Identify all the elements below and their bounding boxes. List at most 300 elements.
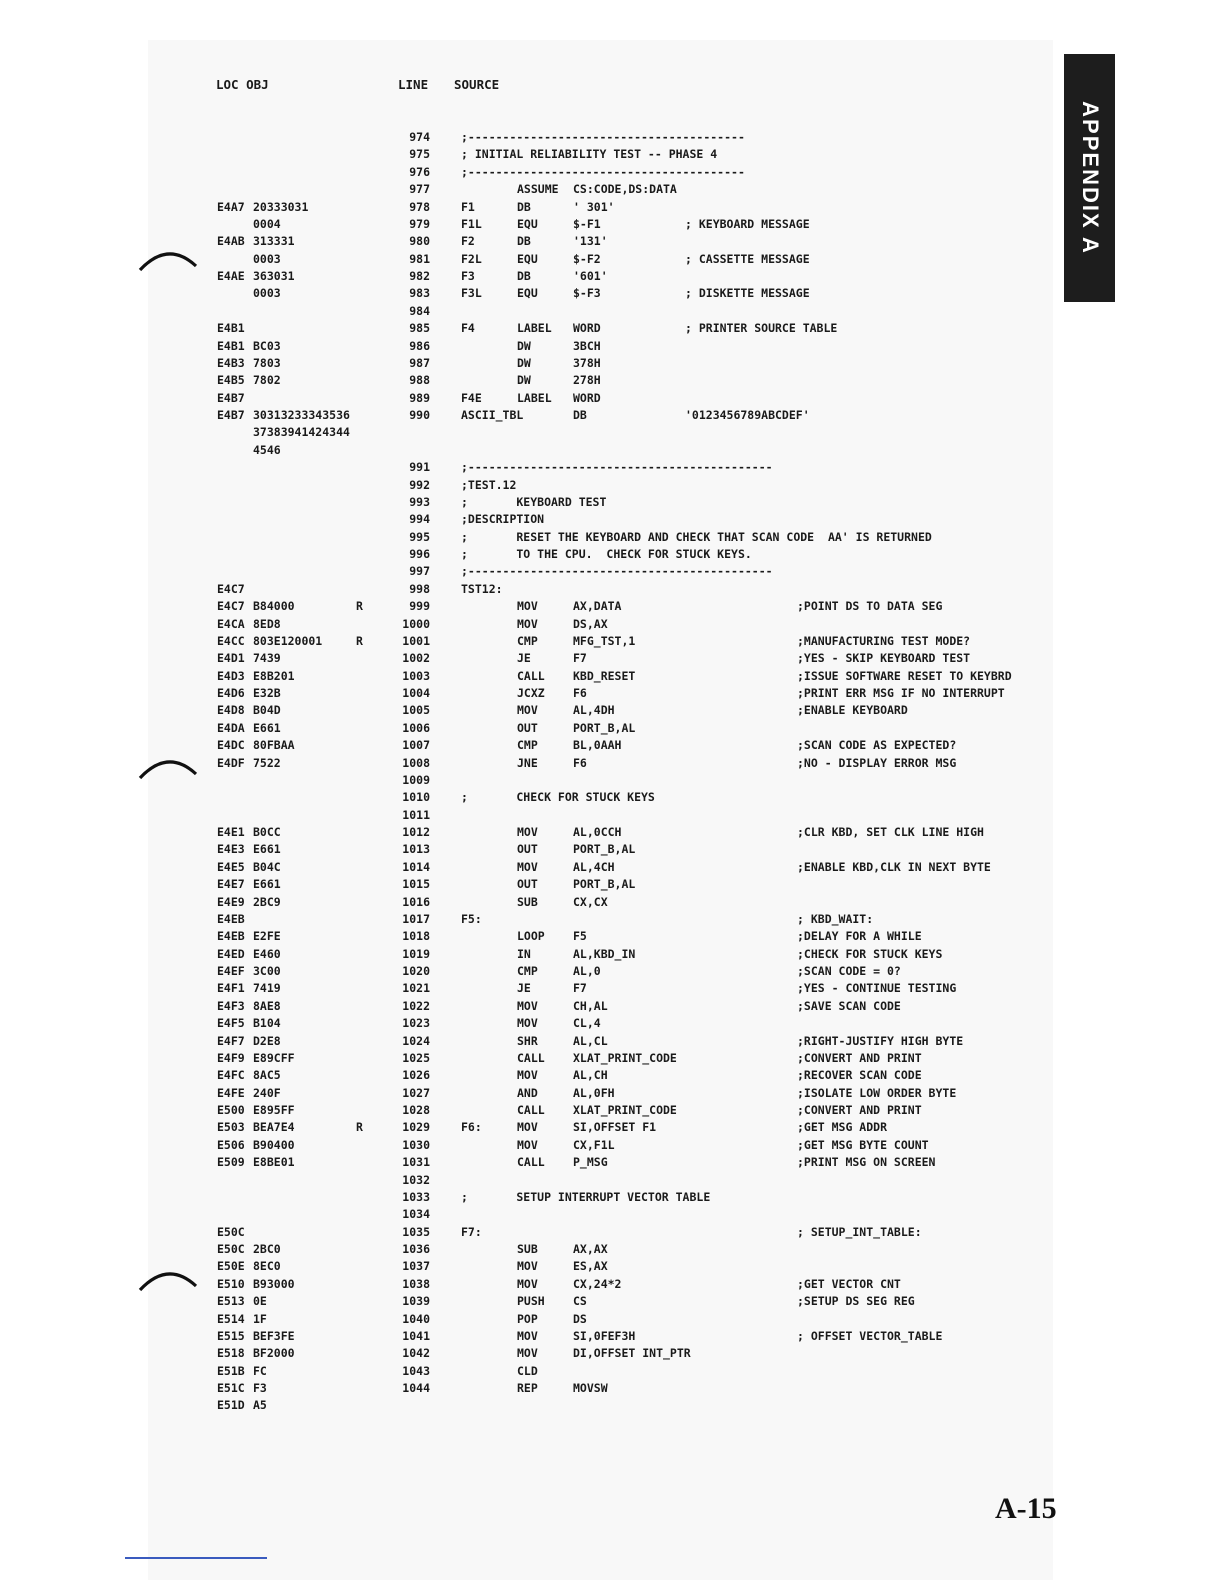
mnemonic: EQU	[517, 286, 538, 301]
mnemonic: MOV	[517, 998, 538, 1013]
mnemonic: JNE	[517, 755, 538, 770]
loc-value: E513	[217, 1294, 245, 1309]
object-code: E460	[253, 946, 281, 961]
mnemonic: DB	[517, 199, 531, 214]
loc-value: E4CC	[217, 633, 245, 648]
right-comment: ; SETUP_INT_TABLE:	[797, 1224, 922, 1239]
right-comment: ;ENABLE KBD,CLK IN NEXT BYTE	[797, 859, 991, 874]
source-comment: ; TO THE CPU. CHECK FOR STUCK KEYS.	[461, 547, 752, 561]
loc-value: E515	[217, 1328, 245, 1343]
mnemonic: MOV	[517, 1120, 538, 1135]
loc-value: E4F3	[217, 998, 245, 1013]
object-code: B04D	[253, 703, 281, 718]
listing-row	[0, 911, 1224, 928]
listing-row	[0, 1085, 1224, 1102]
listing-row	[0, 1119, 1224, 1136]
listing-row	[0, 1311, 1224, 1328]
loc-value: E4B7	[217, 408, 245, 422]
listing-row	[0, 859, 1224, 876]
object-code: 20333031	[253, 199, 309, 214]
operand: AX,AX	[573, 1242, 608, 1256]
object-code: B04C	[253, 859, 281, 874]
loc-value: E4D1	[217, 651, 245, 666]
line-number: 995	[409, 529, 430, 544]
operand: 278H	[573, 373, 601, 388]
loc-value: E514	[217, 1311, 245, 1326]
operand: F6	[573, 686, 587, 700]
line-number: 978	[409, 199, 430, 214]
object-code: 313331	[253, 234, 295, 249]
object-code: 0E	[253, 1294, 267, 1309]
object-code: 240F	[253, 1085, 281, 1100]
right-comment: ;MANUFACTURING TEST MODE?	[797, 633, 971, 648]
operand: KBD_RESET	[573, 668, 636, 683]
source-comment: ;----------------------------------------	[461, 164, 745, 179]
source-comment: ;--------------------------------------------	[461, 564, 773, 579]
line-number: 1032	[402, 1172, 430, 1187]
operand: 378H	[573, 355, 601, 370]
operand: XLAT_PRINT_CODE	[573, 1050, 677, 1065]
operand: PORT_B,AL	[573, 877, 636, 892]
right-comment: ; OFFSET VECTOR_TABLE	[797, 1328, 943, 1343]
listing-row	[0, 355, 1224, 372]
listing-row	[0, 129, 1224, 146]
listing-row	[0, 702, 1224, 719]
operand: WORD	[573, 390, 601, 405]
loc-value: E50C	[217, 1224, 245, 1239]
inline-comment: '0123456789ABCDEF'	[685, 408, 810, 422]
line-number: 980	[409, 234, 430, 249]
right-comment: ;GET MSG BYTE COUNT	[797, 1137, 929, 1152]
source-label: TST12:	[461, 581, 503, 596]
line-number: 1037	[402, 1259, 430, 1274]
operand: '131'	[573, 234, 608, 249]
loc-value: E4B3	[217, 355, 245, 370]
line-number: 976	[409, 164, 430, 179]
mnemonic: CALL	[517, 668, 545, 683]
line-number: 1031	[402, 1155, 430, 1170]
column-header-loc-obj: LOC OBJ	[216, 77, 269, 92]
operand: CH,AL	[573, 998, 608, 1013]
operand: AL,KBD_IN	[573, 946, 636, 961]
listing-row	[0, 546, 1224, 563]
object-code: 80FBAA	[253, 738, 295, 753]
loc-value: E506	[217, 1137, 245, 1152]
object-code: 30313233343536	[253, 408, 350, 422]
loc-value: E4A7	[217, 199, 245, 214]
object-code: 7803	[253, 355, 281, 370]
object-code: E661	[253, 877, 281, 892]
mnemonic: ASSUME	[517, 182, 559, 197]
object-code: F3	[253, 1381, 267, 1395]
object-code: 7522	[253, 755, 281, 770]
source-comment: ;TEST.12	[461, 477, 517, 492]
operand: MOVSW	[573, 1381, 608, 1395]
loc-value: E503	[217, 1120, 245, 1135]
object-code: B0CC	[253, 825, 281, 839]
listing-row	[0, 998, 1224, 1015]
source-label: ASCII_TBL	[461, 408, 524, 422]
loc-value: E4CA	[217, 616, 245, 631]
right-comment: ;GET MSG ADDR	[797, 1120, 888, 1135]
line-number: 998	[409, 581, 430, 596]
listing-row	[0, 946, 1224, 963]
object-code: B90400	[253, 1137, 295, 1152]
right-comment: ;SCAN CODE AS EXPECTED?	[797, 738, 957, 753]
loc-value: E4DA	[217, 720, 245, 735]
object-code: B84000	[253, 599, 295, 614]
loc-value: E4D6	[217, 686, 245, 700]
operand: F5	[573, 929, 587, 944]
line-number: 986	[409, 338, 430, 353]
listing-row	[0, 650, 1224, 667]
object-code: 7802	[253, 373, 281, 388]
source-comment: ; SETUP INTERRUPT VECTOR TABLE	[461, 1189, 711, 1204]
line-number: 1040	[402, 1311, 430, 1326]
listing-row	[0, 824, 1224, 841]
loc-value: E4B7	[217, 390, 245, 405]
line-number: 1004	[402, 686, 430, 700]
loc-value: E51D	[217, 1398, 245, 1413]
line-number: 1029	[402, 1120, 430, 1135]
line-number: 979	[409, 216, 430, 231]
loc-value: E4F1	[217, 981, 245, 996]
listing-row	[0, 1241, 1224, 1258]
mnemonic: MOV	[517, 1259, 538, 1274]
loc-value: E50C	[217, 1242, 245, 1256]
right-comment: ;SAVE SCAN CODE	[797, 998, 901, 1013]
line-number: 1035	[402, 1224, 430, 1239]
loc-value: E4B5	[217, 373, 245, 388]
loc-value: E4FE	[217, 1085, 245, 1100]
listing-row	[0, 1137, 1224, 1154]
operand: F6	[573, 755, 587, 770]
listing-row	[0, 320, 1224, 337]
loc-value: E4F7	[217, 1033, 245, 1048]
line-number: 1016	[402, 894, 430, 909]
relocation-flag: R	[356, 633, 363, 648]
source-comment: ;--------------------------------------------	[461, 460, 773, 475]
object-code: E661	[253, 842, 281, 857]
loc-value: E4AE	[217, 269, 245, 283]
loc-value: E4E5	[217, 859, 245, 874]
source-comment: ; INITIAL RELIABILITY TEST -- PHASE 4	[461, 147, 718, 162]
operand: $-F3	[573, 286, 601, 301]
loc-value: E4EB	[217, 929, 245, 944]
listing-row	[0, 285, 1224, 302]
listing-row	[0, 616, 1224, 633]
line-number: 989	[409, 390, 430, 405]
line-number: 984	[409, 303, 430, 318]
line-number: 1008	[402, 755, 430, 770]
listing-row	[0, 685, 1224, 702]
listing-row	[0, 1033, 1224, 1050]
mnemonic: MOV	[517, 1068, 538, 1083]
operand: DS	[573, 1311, 587, 1326]
listing-row	[0, 841, 1224, 858]
line-number: 1039	[402, 1294, 430, 1309]
listing-row	[0, 1380, 1224, 1397]
source-comment: ; RESET THE KEYBOARD AND CHECK THAT SCAN CODE AA' IS RETURNED	[461, 529, 932, 544]
loc-value: E4AB	[217, 234, 245, 249]
line-number: 1024	[402, 1033, 430, 1048]
listing-row	[0, 1189, 1224, 1206]
mnemonic: CALL	[517, 1103, 545, 1117]
loc-value: E4D8	[217, 703, 245, 718]
listing-row	[0, 442, 1224, 459]
mnemonic: IN	[517, 946, 531, 961]
line-number: 1044	[402, 1381, 430, 1395]
line-number: 1034	[402, 1207, 430, 1222]
inline-comment: ; DISKETTE MESSAGE	[685, 286, 810, 301]
line-number: 1011	[402, 807, 430, 822]
listing-row	[0, 894, 1224, 911]
loc-value: E4F5	[217, 1016, 245, 1031]
binding-hole-mark	[138, 1264, 200, 1294]
listing-row	[0, 1293, 1224, 1310]
right-comment: ;NO - DISPLAY ERROR MSG	[797, 755, 957, 770]
line-number: 1006	[402, 720, 430, 735]
object-code: 2BC0	[253, 1242, 281, 1256]
mnemonic: CMP	[517, 964, 538, 978]
listing-row	[0, 598, 1224, 615]
right-comment: ;ENABLE KEYBOARD	[797, 703, 908, 718]
object-code: 2BC9	[253, 894, 281, 909]
object-code: 803E120001	[253, 633, 323, 648]
operand: CX,F1L	[573, 1137, 615, 1152]
mnemonic: JE	[517, 651, 531, 666]
listing-row	[0, 338, 1224, 355]
line-number: 987	[409, 355, 430, 370]
loc-value: E510	[217, 1276, 245, 1291]
operand: F7	[573, 981, 587, 996]
source-label: F6:	[461, 1120, 482, 1135]
mnemonic: MOV	[517, 1328, 538, 1343]
operand: CX,24*2	[573, 1276, 622, 1291]
listing-row	[0, 963, 1224, 980]
listing-row	[0, 494, 1224, 511]
operand: WORD	[573, 321, 601, 336]
line-number: 1010	[402, 790, 430, 805]
mnemonic: JCXZ	[517, 686, 545, 700]
line-number: 999	[409, 599, 430, 614]
mnemonic: CMP	[517, 738, 538, 753]
operand: PORT_B,AL	[573, 842, 636, 857]
loc-value: E4E9	[217, 894, 245, 909]
source-label: F3	[461, 269, 475, 283]
listing-row	[0, 164, 1224, 181]
object-code: 4546	[253, 442, 281, 457]
binding-hole-mark	[138, 244, 200, 274]
binding-hole-mark	[138, 752, 200, 782]
line-number: 997	[409, 564, 430, 579]
listing-row	[0, 633, 1224, 650]
mnemonic: MOV	[517, 1276, 538, 1291]
line-number: 1014	[402, 859, 430, 874]
right-comment: ;RECOVER SCAN CODE	[797, 1068, 922, 1083]
right-comment: ;CONVERT AND PRINT	[797, 1050, 922, 1065]
line-number: 1022	[402, 998, 430, 1013]
operand: 3BCH	[573, 338, 601, 353]
operand: CS:CODE,DS:DATA	[573, 182, 677, 197]
mnemonic: CALL	[517, 1155, 545, 1170]
listing-row	[0, 303, 1224, 320]
listing-row	[0, 980, 1224, 997]
right-comment: ;DELAY FOR A WHILE	[797, 929, 922, 944]
operand: SI,OFFSET F1	[573, 1120, 657, 1135]
operand: DS,AX	[573, 616, 608, 631]
mnemonic: POP	[517, 1311, 538, 1326]
right-comment: ; KBD_WAIT:	[797, 911, 874, 926]
operand: $-F1	[573, 216, 601, 231]
mnemonic: OUT	[517, 842, 538, 857]
loc-value: E4DC	[217, 738, 245, 753]
mnemonic: SUB	[517, 894, 538, 909]
object-code: FC	[253, 1363, 267, 1378]
mnemonic: OUT	[517, 720, 538, 735]
loc-value: E4E1	[217, 825, 245, 839]
object-code: BC03	[253, 338, 281, 353]
mnemonic: JE	[517, 981, 531, 996]
object-code: 0003	[253, 286, 281, 301]
object-code: 37383941424344	[253, 425, 350, 440]
loc-value: E4F9	[217, 1050, 245, 1065]
listing-row	[0, 1363, 1224, 1380]
right-comment: ;PRINT MSG ON SCREEN	[797, 1155, 936, 1170]
listing-row	[0, 199, 1224, 216]
listing-row	[0, 1328, 1224, 1345]
loc-value: E4EF	[217, 964, 245, 978]
object-code: 363031	[253, 269, 295, 283]
operand: XLAT_PRINT_CODE	[573, 1103, 677, 1117]
line-number: 1018	[402, 929, 430, 944]
object-code: 8AC5	[253, 1068, 281, 1083]
source-label: F4	[461, 321, 475, 336]
listing-row	[0, 789, 1224, 806]
object-code: 8ED8	[253, 616, 281, 631]
operand: AL,CH	[573, 1068, 608, 1083]
object-code: E32B	[253, 686, 281, 700]
mnemonic: EQU	[517, 251, 538, 266]
operand: $-F2	[573, 251, 601, 266]
loc-value: E4C7	[217, 581, 245, 596]
listing-row	[0, 424, 1224, 441]
loc-value: E51B	[217, 1363, 245, 1378]
mnemonic: MOV	[517, 616, 538, 631]
loc-value: E4C7	[217, 599, 245, 614]
operand: P_MSG	[573, 1155, 608, 1170]
operand: AX,DATA	[573, 599, 622, 614]
object-code: 1F	[253, 1311, 267, 1326]
listing-row	[0, 1397, 1224, 1414]
mnemonic: AND	[517, 1085, 538, 1100]
loc-value: E50E	[217, 1259, 245, 1274]
appendix-tab-label: APPENDIX A	[1077, 101, 1103, 255]
line-number: 996	[409, 547, 430, 561]
listing-row	[0, 390, 1224, 407]
line-number: 1017	[402, 911, 430, 926]
mnemonic: MOV	[517, 825, 538, 839]
listing-row	[0, 477, 1224, 494]
operand: ' 301'	[573, 199, 615, 214]
listing-row	[0, 146, 1224, 163]
listing-row	[0, 563, 1224, 580]
loc-value: E500	[217, 1103, 245, 1117]
mnemonic: SHR	[517, 1033, 538, 1048]
source-label: F3L	[461, 286, 482, 301]
mnemonic: MOV	[517, 859, 538, 874]
loc-value: E51C	[217, 1381, 245, 1395]
source-label: F2L	[461, 251, 482, 266]
object-code: BF2000	[253, 1346, 295, 1361]
listing-row	[0, 459, 1224, 476]
line-number: 1026	[402, 1068, 430, 1083]
loc-value: E4FC	[217, 1068, 245, 1083]
operand: AL,0FH	[573, 1085, 615, 1100]
line-number: 983	[409, 286, 430, 301]
operand: CL,4	[573, 1016, 601, 1031]
line-number: 1020	[402, 964, 430, 978]
operand: ES,AX	[573, 1259, 608, 1274]
object-code: 8AE8	[253, 998, 281, 1013]
right-comment: ;CLR KBD, SET CLK LINE HIGH	[797, 825, 984, 839]
loc-value: E4B1	[217, 338, 245, 353]
mnemonic: CMP	[517, 633, 538, 648]
line-number: 1028	[402, 1103, 430, 1117]
listing-row	[0, 529, 1224, 546]
line-number: 975	[409, 147, 430, 162]
operand: AL,4CH	[573, 859, 615, 874]
bottom-rule	[125, 1557, 267, 1559]
line-number: 985	[409, 321, 430, 336]
line-number: 982	[409, 269, 430, 283]
line-number: 1012	[402, 825, 430, 839]
right-comment: ;RIGHT-JUSTIFY HIGH BYTE	[797, 1033, 964, 1048]
right-comment: ;GET VECTOR CNT	[797, 1276, 901, 1291]
mnemonic: DW	[517, 355, 531, 370]
listing-row	[0, 1172, 1224, 1189]
operand: CS	[573, 1294, 587, 1309]
source-comment: ; CHECK FOR STUCK KEYS	[461, 790, 655, 805]
object-code: E661	[253, 720, 281, 735]
operand: DI,OFFSET INT_PTR	[573, 1346, 691, 1361]
operand: AL,0	[573, 964, 601, 978]
object-code: 0003	[253, 251, 281, 266]
object-code: 8EC0	[253, 1259, 281, 1274]
source-comment: ;----------------------------------------	[461, 130, 745, 144]
operand: F7	[573, 651, 587, 666]
mnemonic: OUT	[517, 877, 538, 892]
listing-row	[0, 511, 1224, 528]
mnemonic: DB	[517, 234, 531, 249]
operand: AL,0CCH	[573, 825, 622, 839]
source-comment: ;DESCRIPTION	[461, 512, 545, 527]
line-number: 974	[409, 130, 430, 144]
line-number: 1021	[402, 981, 430, 996]
line-number: 1003	[402, 668, 430, 683]
loc-value: E4EB	[217, 911, 245, 926]
mnemonic: LOOP	[517, 929, 545, 944]
line-number: 1009	[402, 772, 430, 787]
listing-row	[0, 372, 1224, 389]
right-comment: ;ISOLATE LOW ORDER BYTE	[797, 1085, 957, 1100]
source-label: F7:	[461, 1224, 482, 1239]
line-number: 1038	[402, 1276, 430, 1291]
line-number: 1042	[402, 1346, 430, 1361]
line-number: 992	[409, 477, 430, 492]
inline-comment: ; CASSETTE MESSAGE	[685, 251, 810, 266]
line-number: 1002	[402, 651, 430, 666]
